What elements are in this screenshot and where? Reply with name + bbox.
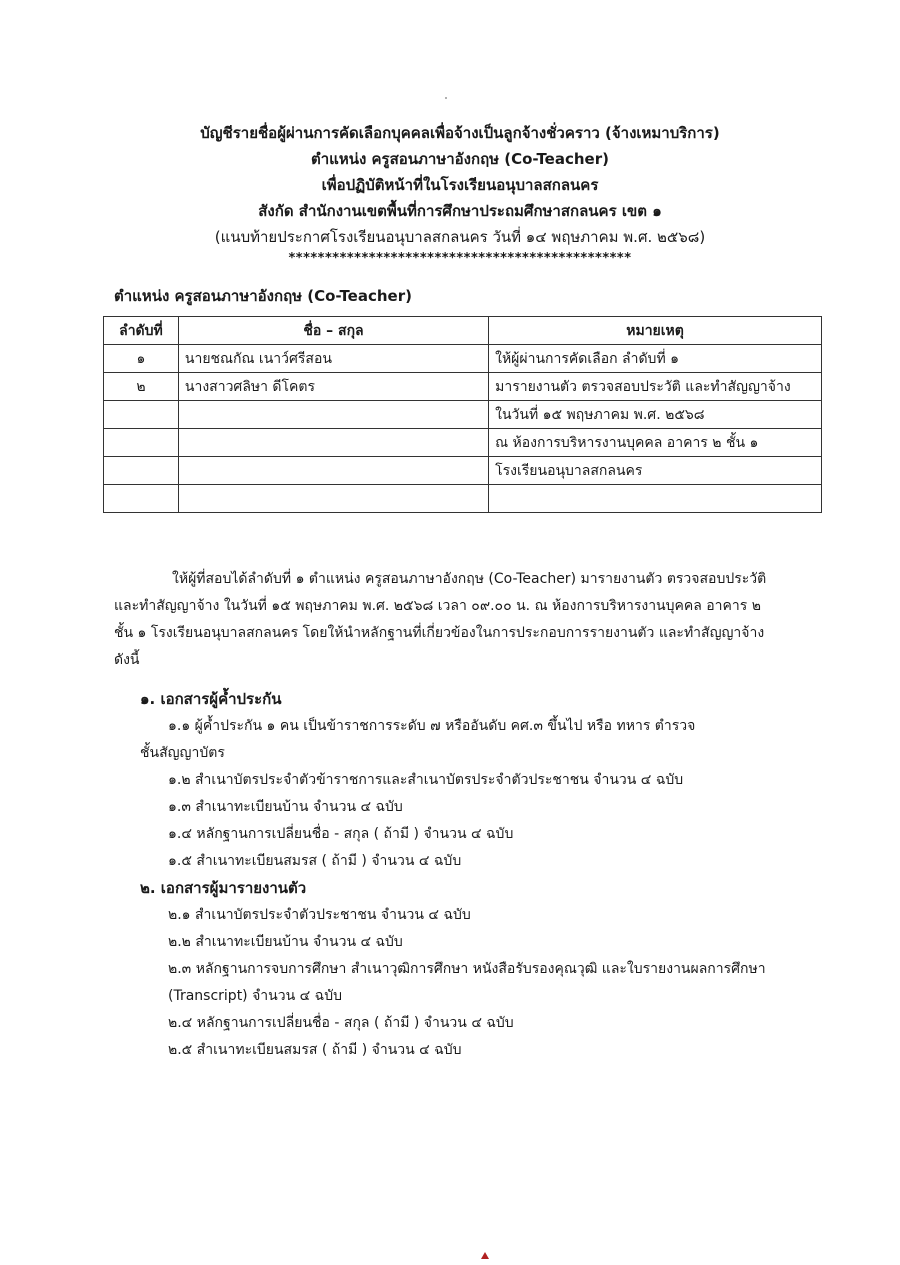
list-item: ๑.๑ ผู้ค้ำประกัน ๑ คน เป็นข้าราชการระดับ ๗ หรืออันดับ คศ.๓ ขึ้นไป หรือ ทหาร ตำรวจ [168,718,696,734]
section-title-reporter: ๒. เอกสารผู้มารายงานตัว [140,879,307,897]
header-affiliation: สังกัด สำนักงานเขตพื้นที่การศึกษาประถมศึกษาสกลนคร เขต ๑ [258,202,662,220]
header-attachment-note: (แนบท้ายประกาศโรงเรียนอนุบาลสกลนคร วันที่ ๑๔ พฤษภาคม พ.ศ. ๒๕๖๘) [214,228,706,246]
position-label: ตำแหน่ง ครูสอนภาษาอังกฤษ (Co-Teacher) [114,287,412,305]
scan-dot [445,97,447,99]
cell-name [178,429,488,457]
instruction-paragraph [114,566,826,674]
cell-no: ๒ [104,373,179,401]
table-row [104,345,822,373]
cell-name: นายชณกัณ เนาว์ศรีสอน [178,345,488,373]
header-position: ตำแหน่ง ครูสอนภาษาอังกฤษ (Co-Teacher) [311,150,609,168]
column-header-note: หมายเหตุ [489,317,822,345]
header-purpose: เพื่อปฏิบัติหน้าที่ในโรงเรียนอนุบาลสกลนคร [321,176,599,194]
cell-no [104,457,179,485]
header-divider: *********************************************** [288,251,632,266]
list-item: ๒.๒ สำเนาทะเบียนบ้าน จำนวน ๔ ฉบับ [168,934,403,950]
list-item: ๑.๒ สำเนาบัตรประจำตัวข้าราชการและสำเนาบัตรประจำตัวประชาชน จำนวน ๔ ฉบับ [168,772,684,788]
cell-note: ในวันที่ ๑๕ พฤษภาคม พ.ศ. ๒๕๖๘ [489,401,822,429]
list-item-continuation: ชั้นสัญญาบัตร [140,745,225,761]
cell-no [104,401,179,429]
table-row [104,401,822,429]
column-header-no: ลำดับที่ [104,317,179,345]
table-header-row [104,317,822,345]
cell-no [104,485,179,513]
cell-note: โรงเรียนอนุบาลสกลนคร [489,457,822,485]
paragraph-line: ชั้น ๑ โรงเรียนอนุบาลสกลนคร โดยให้นำหลักฐานที่เกี่ยวข้องในการประกอบการรายงานตัว และทำสัญญาจ้าง [114,625,765,641]
section-title-guarantor: ๑. เอกสารผู้ค้ำประกัน [140,690,282,708]
candidate-table [103,316,822,513]
table-row [104,485,822,513]
required-documents [140,686,830,1064]
cell-note: ให้ผู้ผ่านการคัดเลือก ลำดับที่ ๑ [489,345,822,373]
table-row [104,429,822,457]
page-mark-icon [481,1252,489,1259]
header-title: บัญชีรายชื่อผู้ผ่านการคัดเลือกบุคคลเพื่อจ้างเป็นลูกจ้างชั่วคราว (จ้างเหมาบริการ) [200,124,720,142]
cell-no: ๑ [104,345,179,373]
cell-note [489,485,822,513]
cell-name [178,401,488,429]
list-item: ๑.๕ สำเนาทะเบียนสมรส ( ถ้ามี ) จำนวน ๔ ฉบับ [168,853,462,869]
cell-note: ณ ห้องการบริหารงานบุคคล อาคาร ๒ ชั้น ๑ [489,429,822,457]
paragraph-line: และทำสัญญาจ้าง ในวันที่ ๑๕ พฤษภาคม พ.ศ. ๒๕๖๘ เวลา ๐๙.๐๐ น. ณ ห้องการบริหารงานบุคคล อาคาร ๒ [114,598,761,614]
document-header [100,120,820,268]
list-item: ๒.๔ หลักฐานการเปลี่ยนชื่อ - สกุล ( ถ้ามี ) จำนวน ๔ ฉบับ [168,1015,514,1031]
cell-name [178,457,488,485]
list-item: ๑.๔ หลักฐานการเปลี่ยนชื่อ - สกุล ( ถ้ามี ) จำนวน ๔ ฉบับ [168,826,514,842]
paragraph-line: ดังนี้ [114,652,140,668]
list-item-continuation: (Transcript) จำนวน ๔ ฉบับ [168,988,342,1004]
list-item: ๒.๕ สำเนาทะเบียนสมรส ( ถ้ามี ) จำนวน ๔ ฉบับ [168,1042,462,1058]
cell-no [104,429,179,457]
paragraph-line: ให้ผู้ที่สอบได้ลำดับที่ ๑ ตำแหน่ง ครูสอนภาษาอังกฤษ (Co-Teacher) มารายงานตัว ตรวจสอบประวัติ [172,571,767,587]
cell-note: มารายงานตัว ตรวจสอบประวัติ และทำสัญญาจ้าง [489,373,822,401]
list-item: ๑.๓ สำเนาทะเบียนบ้าน จำนวน ๔ ฉบับ [168,799,403,815]
table-row [104,373,822,401]
list-item: ๒.๑ สำเนาบัตรประจำตัวประชาชน จำนวน ๔ ฉบับ [168,907,471,923]
cell-name [178,485,488,513]
table-row [104,457,822,485]
column-header-name: ชื่อ – สกุล [178,317,488,345]
list-item: ๒.๓ หลักฐานการจบการศึกษา สำเนาวุฒิการศึกษา หนังสือรับรองคุณวุฒิ และใบรายงานผลการศึกษา [168,961,766,977]
cell-name: นางสาวศลิษา ดีโคตร [178,373,488,401]
